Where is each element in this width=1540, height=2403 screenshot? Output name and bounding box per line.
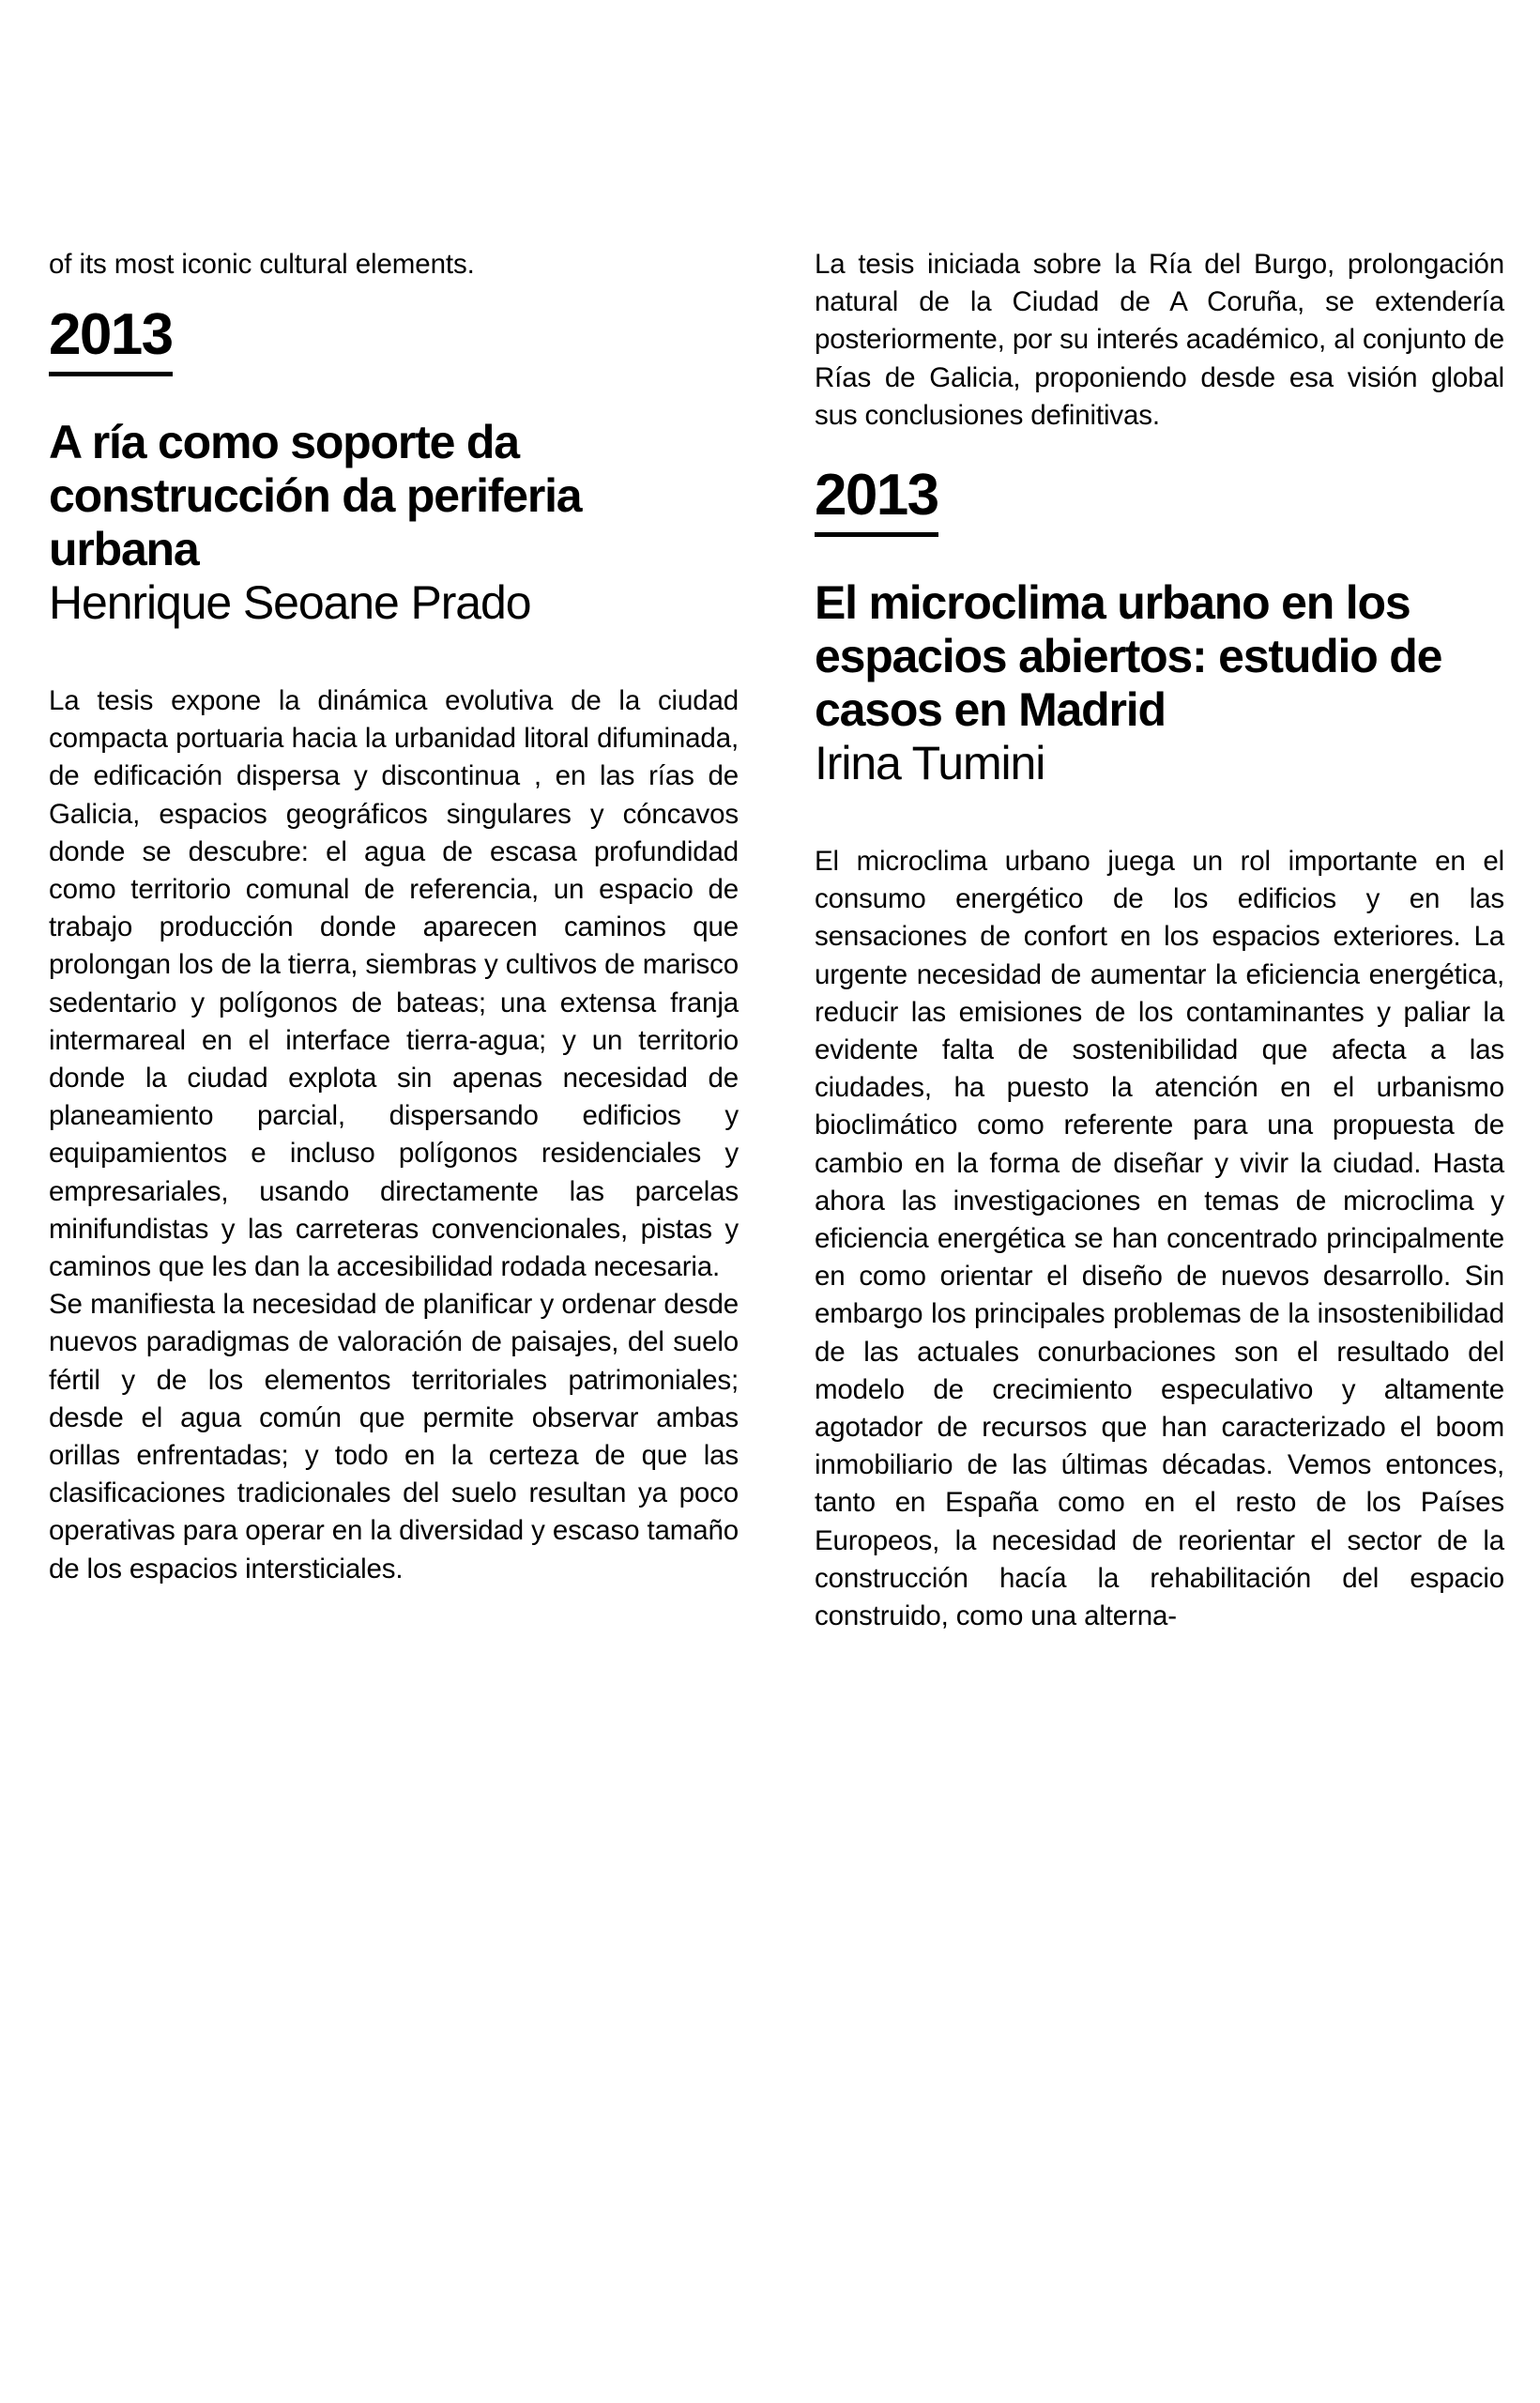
right-thesis-title: El microclima urbano en los espacios abiertos: estudio de casos en Madrid bbox=[815, 576, 1442, 737]
right-abstract-paragraph-1: El microclima urbano juega un rol importante en el consumo energético de los edificios y en las sensaciones de confort en los espacios exteriores. La urgente necesidad de aumentar la eficiencia energética, reducir las emisiones de los contaminantes y paliar la evidente falta de sostenibilidad que afecta a las ciudades, ha puesto la atención en el urbanismo bioclimático como referente para una propuesta de cambio en la forma de diseñar y vivir la ciudad. Hasta ahora las investigaciones en temas de microclima y eficiencia energética se han concentrado principalmente en como orientar el diseño de nuevos desarrollo. Sin embargo los principales problemas de la insostenibilidad de las actuales conurbaciones son el resultado del modelo de crecimiento especulativo y altamente agotador de recursos que han caracterizado el boom inmobiliario de las últimas décadas. Vemos entonces, tanto en España como en el resto de los Países Europeos, la necesidad de reorientar el sector de la construcción hacía la rehabilitación del espacio construido, como una alterna- bbox=[815, 846, 1504, 1632]
left-spacer bbox=[49, 630, 739, 682]
right-year-heading: 2013 bbox=[815, 463, 938, 537]
left-continuation-text: of its most iconic cultural elements. bbox=[49, 249, 475, 280]
left-thesis-title: A ría como soporte da construcción da periferia urbana bbox=[49, 416, 582, 575]
right-year-heading-block bbox=[815, 463, 1504, 537]
left-column bbox=[49, 246, 739, 1588]
two-column-layout bbox=[49, 246, 1504, 1635]
right-thesis-author: Irina Tumini bbox=[815, 737, 1045, 790]
right-continuation-text: La tesis iniciada sobre la Ría del Burgo, prolongación natural de la Ciudad de A Coruña, se extendería posteriormente, por su interés académico, al conjunto de Rías de Galicia, proponiendo desde esa visión global sus conclusiones definitivas. bbox=[815, 249, 1504, 431]
left-year-heading-block bbox=[49, 302, 739, 376]
left-abstract-paragraph-2: Se manifiesta la necesidad de planificar y ordenar desde nuevos paradigmas de valoración de paisajes, del suelo fértil y de los elementos territoriales patrimoniales; desde el agua común que permite observar ambas orillas enfrentadas; y todo en la certeza de que las clasificaciones tradicionales del suelo resultan ya poco operativas para operar en la diversidad y escaso tamaño de los espacios intersticiales. bbox=[49, 1289, 739, 1584]
left-year-heading: 2013 bbox=[49, 302, 173, 376]
left-thesis-author: Henrique Seoane Prado bbox=[49, 576, 531, 629]
right-column bbox=[815, 246, 1504, 1635]
right-spacer bbox=[815, 790, 1504, 843]
left-abstract-paragraph-1: La tesis expone la dinámica evolutiva de la ciudad compacta portuaria hacia la urbanidad litoral difuminada, de edificación dispersa y discontinua , en las rías de Galicia, espacios geográficos singulares y cóncavos donde se descubre: el agua de escasa profundidad como territorio comunal de referencia, un espacio de trabajo producción donde aparecen caminos que prolongan los de la tierra, siembras y cultivos de marisco sedentario y polígonos de bateas; una extensa franja intermareal en el interface tierra-agua; y un territorio donde la ciudad explota sin apenas necesidad de planeamiento parcial, dispersando edificios y equipamientos e incluso polígonos residenciales y empresariales, usando directamente las parcelas minifundistas y las carreteras convencionales, pistas y caminos que les dan la accesibilidad rodada necesaria. bbox=[49, 685, 739, 1283]
